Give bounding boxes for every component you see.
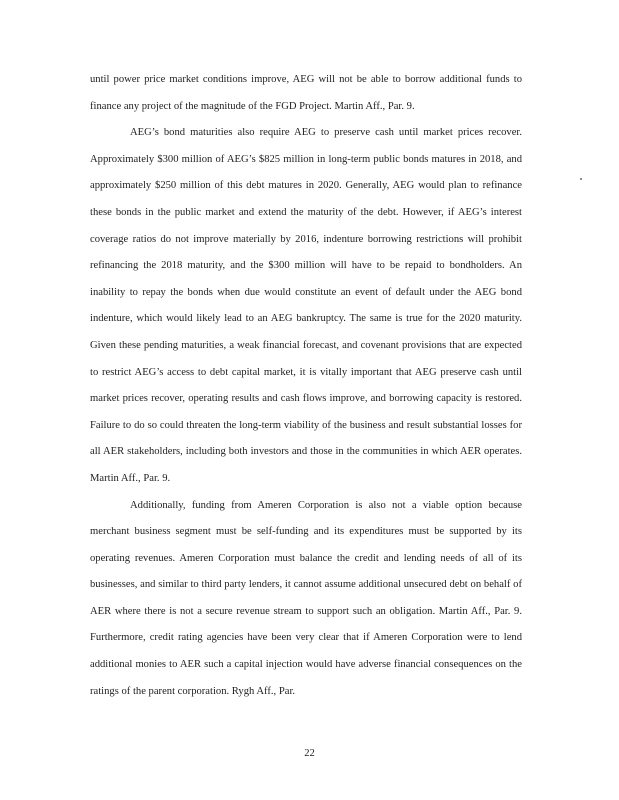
scan-speck [580, 178, 582, 180]
paragraph-ameren-funding: Additionally, funding from Ameren Corporation is also not a viable option because merchant business segment must be self-funding and its expenditures must be supported by its operating revenues. Ameren Corporation must balance the credit and lending needs of all of its businesses, and similar to third party lenders, it cannot assume additional unsecured debt on behalf of AER where there is not a secure revenue stream to support such an obligation. Martin Aff., Par. 9. Furthermore, credit rating agencies have been very clear that if Ameren Corporation were to lend additional monies to AER such a capital injection would have adverse financial consequences on the ratings of the parent corporation. Rygh Aff., Par. [90, 499, 522, 697]
paragraph-bond-maturities: AEG’s bond maturities also require AEG to preserve cash until market prices recover. Approximately $300 million of AEG’s $825 million in long-term public bonds matures in 2018, and approximately $250 million of this debt matures in 2020. Generally, AEG would plan to refinance these bonds in the public market and extend the maturity of the debt. However, if AEG’s interest coverage ratios do not improve materially by 2016, indenture borrowing restrictions will prohibit refinancing the 2018 maturity, and the $300 million will have to be repaid to bondholders. An inability to repay the bonds when due would constitute an event of default under the AEG bond indenture, which would likely lead to an AEG bankruptcy. The same is true for the 2020 maturity. Given these pending maturities, a weak financial forecast, and covenant provisions that are expected to restrict AEG’s access to debt capital market, it is vitally important that AEG preserve cash until market prices recover, operating results and cash flows improve, and borrowing capacity is restored. Failure to do so could threaten the long-term viability of the business and result substantial losses for all AER stakeholders, including both investors and those in the communities in which AER operates. Martin Aff., Par. 9. [90, 127, 522, 484]
page-number: 22 [304, 748, 315, 759]
document-body [90, 67, 522, 705]
paragraph-continuation: until power price market conditions improve, AEG will not be able to borrow additional funds to finance any project of the magnitude of the FGD Project. Martin Aff., Par. 9. [90, 74, 522, 112]
